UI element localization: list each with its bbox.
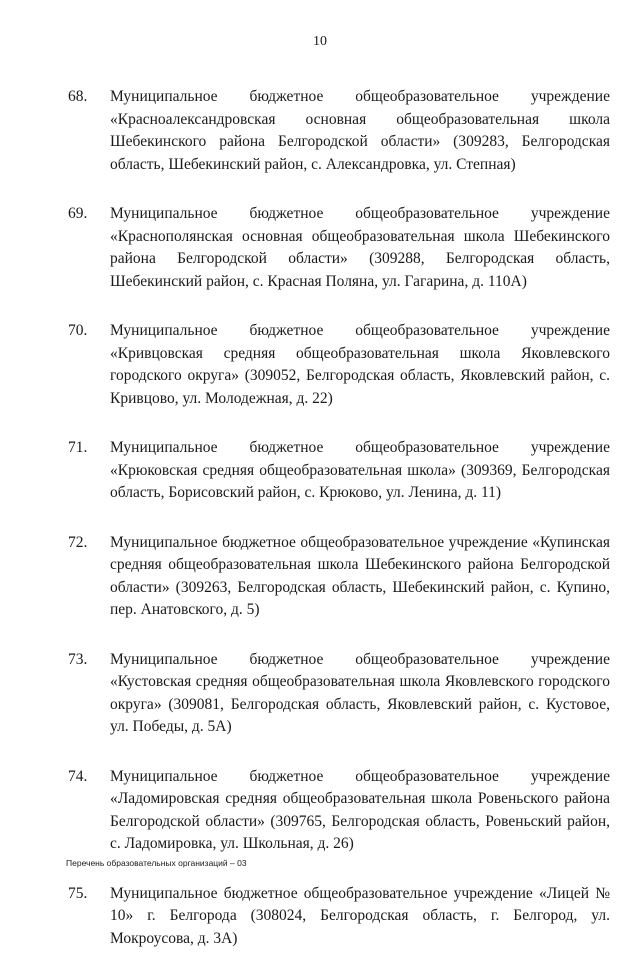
list-item [68,320,610,410]
item-number: 69. [68,205,88,222]
list-item [68,883,610,951]
item-text: Муниципальное бюджетное общеобразовательное учреждение «Краснополянская основная общеобразовательная школа Шебекинского района Белгородской области» (309288, Белгородская область, Шебекинский район, с. Красная Поляна, ул. Гагарина, д. 110А) [110,205,610,290]
item-number: 70. [68,322,88,339]
item-text: Муниципальное бюджетное общеобразовательное учреждение «Кривцовская средняя общеобразовательная школа Яковлевского городского округа» (309052, Белгородская область, Яковлевский район, с. Кривцово, ул. Молодежная, д. 22) [110,322,610,407]
item-number: 68. [68,88,88,105]
item-number: 74. [68,767,88,785]
item-text: Муниципальное бюджетное общеобразовательное учреждение «Лицей № 10» г. Белгорода (308024, Белгородская область, г. Белгород, ул. Мокроусова, д. 3А) [110,884,610,947]
item-text: Муниципальное бюджетное общеобразовательное учреждение «Купинская средняя общеобразовательная школа Шебекинского района Белгородской области» (309263, Белгородская область, Шебекинский район, с. Купино, пер. Анатовского, д. 5) [110,533,610,618]
item-text: Муниципальное бюджетное общеобразовательное учреждение «Ладомировская средняя общеобразовательная школа Ровеньского района Белгородской области» (309765, Белгородская область, Ровеньский район, с. Ладомировка, ул. Школьная, д. 26) [110,767,610,852]
item-number: 72. [68,533,88,551]
list-item [68,649,610,739]
list-item [68,766,610,856]
item-number: 75. [68,884,88,902]
list-item [68,532,610,622]
item-text: Муниципальное бюджетное общеобразовательное учреждение «Крюковская средняя общеобразовательная школа» (309369, Белгородская область, Борисовский район, с. Крюково, ул. Ленина, д. 11) [110,439,610,501]
footer-note: Перечень образовательных организаций – 03 [66,858,247,868]
list-item [68,203,610,293]
organization-list [68,86,610,977]
page-number: 10 [313,34,327,49]
list-item [68,437,610,505]
item-text: Муниципальное бюджетное общеобразовательное учреждение «Кустовская средняя общеобразовательная школа Яковлевского городского округа» (309081, Белгородская область, Яковлевский район, с. Кустовое, ул. Победы, д. 5А) [110,650,610,735]
list-item [68,86,610,176]
item-text: Муниципальное бюджетное общеобразовательное учреждение «Красноалександровская основная общеобразовательная школа Шебекинского района Белгородской области» (309283, Белгородская область, Шебекинский район, с. Александровка, ул. Степная) [110,88,610,173]
item-number: 71. [68,439,88,456]
item-number: 73. [68,650,88,668]
